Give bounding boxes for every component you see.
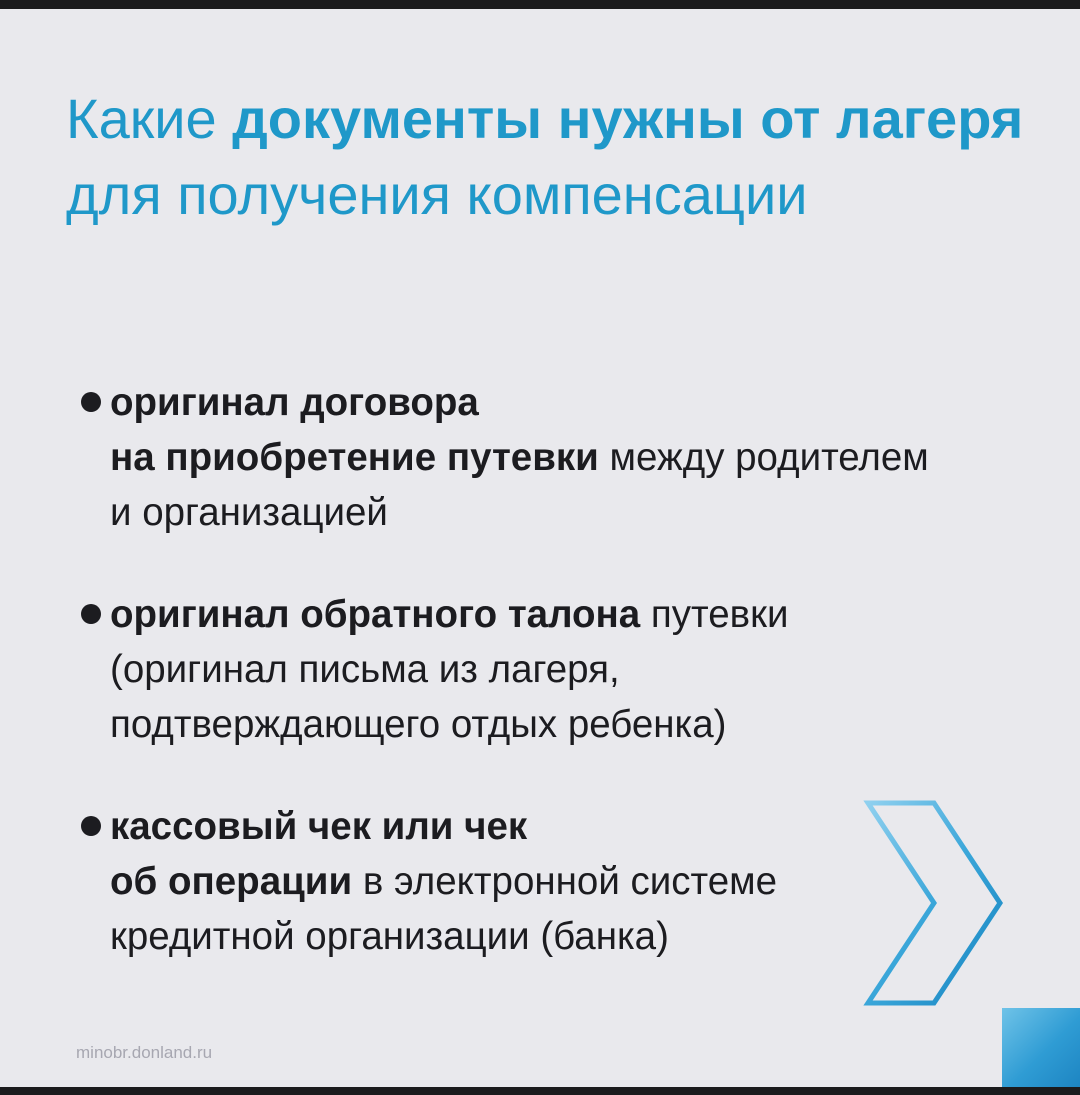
list-item — [76, 587, 956, 752]
slide-card — [0, 9, 1080, 1087]
item-text: между родителем и организацией — [110, 436, 929, 534]
documents-list — [76, 375, 956, 964]
list-item — [76, 375, 956, 540]
item-bold: кассовый чек или чек об операции — [110, 805, 528, 903]
list-item — [76, 799, 956, 964]
title-part1: Какие — [66, 87, 233, 150]
bullet-icon — [81, 604, 101, 624]
page-title — [66, 81, 1026, 233]
item-bold: оригинал договора на приобретение путевки — [110, 381, 599, 479]
bullet-icon — [81, 392, 101, 412]
bullet-icon — [81, 816, 101, 836]
item-text: путевки (оригинал письма из лагеря, подтверждающего отдых ребенка) — [110, 593, 789, 746]
title-part2: для получения компенсации — [66, 163, 808, 226]
title-bold: документы нужны от лагеря — [232, 87, 1024, 150]
corner-square — [1002, 1008, 1080, 1087]
footer-url: minobr.donland.ru — [76, 1043, 213, 1062]
chevron-right-icon — [862, 793, 1004, 1013]
item-bold: оригинал обратного талона — [110, 593, 641, 636]
item-text: в электронной системе кредитной организации (банка) — [110, 860, 778, 958]
